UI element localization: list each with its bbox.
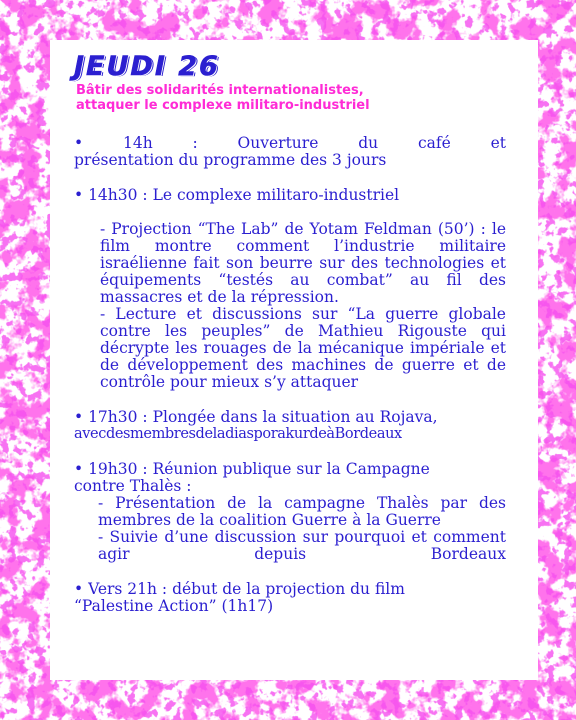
program-item-opening-line-1: • 14h : Ouverture du café et [74, 134, 506, 152]
subtitle [76, 83, 506, 113]
program-item-military-industrial-title: • 14h30 : Le complexe militaro-industriel [74, 186, 400, 204]
program-item-opening-line-2: présentation du programme des 3 jours [74, 151, 387, 169]
subtitle-line-2: attaquer le complexe militaro-industriel [76, 98, 370, 113]
program-item-screening-line-2: “Palestine Action” (1h17) [74, 597, 274, 615]
program-item-screening-line-1: • Vers 21h : début de la projection du film [74, 580, 405, 598]
program-item-rojava-line-1: • 17h30 : Plongée dans la situation au Rojava, [74, 408, 438, 426]
thales-campaign-presentation: - Présentation de la campagne Thalès par des membres de la coalition Guerre à la Guerre [98, 494, 506, 529]
thales-discussion: - Suivie d’une discussion sur pourquoi et comment agir depuis Bordeaux [98, 528, 506, 563]
program-item-thales-line-2: contre Thalès : [74, 477, 192, 495]
program-item-rojava-line-2: avecdesmembresdeladiasporakurdeàBordeaux [74, 426, 402, 442]
program-item-screening [74, 581, 506, 615]
program-item-opening [74, 135, 506, 169]
reading-rigouste: - Lecture et discussions sur “La guerre globale contre les peuples” de Mathieu Rigouste qui décrypte les rouages de la mécanique impériale et de développement des machines de guerre et de contrôle pour mieux s’y attaquer [100, 305, 506, 391]
program-item-thales [74, 461, 506, 563]
program-item-thales-line-1: • 19h30 : Réunion publique sur la Campagne [74, 460, 430, 478]
program-item-military-industrial [74, 187, 506, 391]
poster-content [74, 52, 506, 615]
day-title: JEUDI 26 [74, 51, 220, 82]
program-item-rojava [74, 409, 506, 443]
screening-the-lab: - Projection “The Lab” de Yotam Feldman (50’) : le film montre comment l’industrie militaire israélienne fait son beurre sur des technologies et équipements “testés au combat” au fil des massacres et de la répression. [100, 220, 506, 306]
subtitle-line-1: Bâtir des solidarités internationalistes, [76, 83, 364, 98]
